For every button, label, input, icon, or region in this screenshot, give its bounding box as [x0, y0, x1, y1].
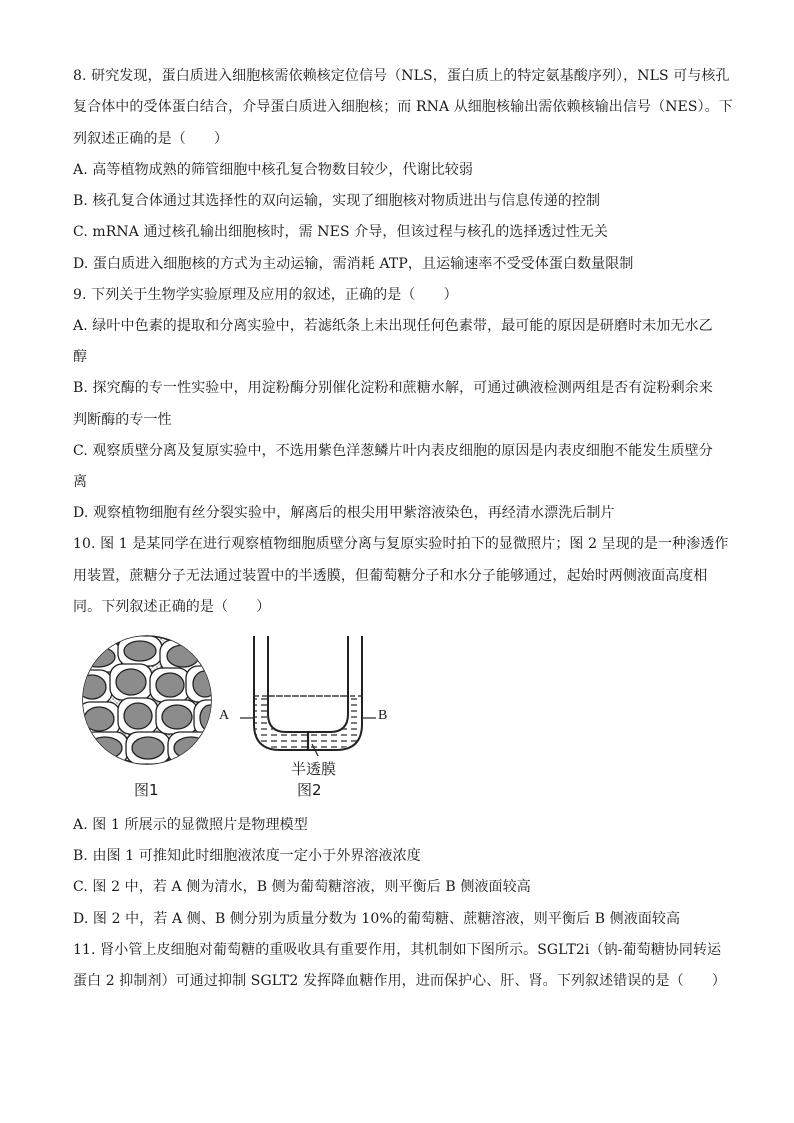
- q10-option-b: B. 由图 1 可推知此时细胞液浓度一定小于外界溶液浓度: [73, 848, 421, 864]
- q9-option-d: D. 观察植物细胞有丝分裂实验中，解离后的根尖用甲紫溶液染色，再经清水漂洗后制片: [73, 505, 615, 521]
- q8-option-a: A. 高等植物成熟的筛管细胞中核孔复合物数目较少，代谢比较弱: [73, 162, 474, 178]
- q8-stem-line-2: 复合体中的受体蛋白结合，介导蛋白质进入细胞核；而 RNA 从细胞核输出需依赖核输出信号（NES）。下: [73, 99, 733, 115]
- figure-2-u-tube: [230, 636, 390, 756]
- q9-stem: 9. 下列关于生物学实验原理及应用的叙述，正确的是（ ）: [73, 287, 458, 303]
- figure-2-caption: 图2: [297, 781, 322, 799]
- figure-2-label-b: B: [378, 708, 388, 723]
- q8-stem-line-1: 8. 研究发现，蛋白质进入细胞核需依赖核定位信号（NLS，蛋白质上的特定氨基酸序列），NLS 可与核孔: [73, 68, 730, 84]
- q10-option-a: A. 图 1 所展示的显微照片是物理模型: [73, 817, 308, 833]
- q10-stem-line-2: 用装置，蔗糖分子无法通过装置中的半透膜，但葡萄糖分子和水分子能够通过，起始时两侧液面高度相: [73, 568, 708, 584]
- q9-option-c-line-1: C. 观察质壁分离及复原实验中，不选用紫色洋葱鳞片叶内表皮细胞的原因是内表皮细胞不能发生质壁分: [73, 443, 713, 459]
- q8-option-c: C. mRNA 通过核孔输出细胞核时，需 NES 介导，但该过程与核孔的选择透过性无关: [73, 224, 608, 240]
- q10-option-d: D. 图 2 中，若 A 侧、B 侧分别为质量分数为 10%的葡萄糖、蔗糖溶液，则平衡后 B 侧液面较高: [73, 911, 681, 927]
- q8-stem-line-3: 列叙述正确的是（ ）: [73, 131, 229, 147]
- q11-stem-line-1: 11. 肾小管上皮细胞对葡萄糖的重吸收具有重要作用，其机制如下图所示。SGLT2i（钠-葡萄糖协同转运: [73, 942, 722, 958]
- q9-option-b-line-2: 判断酶的专一性: [73, 412, 172, 428]
- q9-option-c-line-2: 离: [73, 474, 88, 490]
- q8-option-b: B. 核孔复合体通过其选择性的双向运输，实现了细胞核对物质进出与信息传递的控制: [73, 193, 601, 209]
- q8-option-d: D. 蛋白质进入细胞核的方式为主动运输，需消耗 ATP，且运输速率不受受体蛋白数量限制: [73, 256, 634, 272]
- figure-2-label-a: A: [219, 708, 230, 723]
- q10-option-c: C. 图 2 中，若 A 侧为清水，B 侧为葡萄糖溶液，则平衡后 B 侧液面较高: [73, 879, 531, 895]
- figure-1-micrograph: [72, 634, 222, 766]
- figure-2-membrane-label: 半透膜: [291, 760, 337, 778]
- q9-option-a-line-2: 醇: [73, 349, 88, 365]
- figure-1-caption: 图1: [134, 781, 159, 799]
- q10-stem-line-3: 同。下列叙述正确的是（ ）: [73, 599, 271, 615]
- q10-stem-line-1: 10. 图 1 是某同学在进行观察植物细胞质壁分离与复原实验时拍下的显微照片；图 2 呈现的是一种渗透作: [73, 536, 729, 552]
- q11-stem-line-2: 蛋白 2 抑制剂）可通过抑制 SGLT2 发挥降血糖作用，进而保护心、肝、肾。下列叙述错误的是（ ）: [73, 973, 726, 989]
- q9-option-a-line-1: A. 绿叶中色素的提取和分离实验中，若滤纸条上未出现任何色素带，最可能的原因是研磨时未加无水乙: [73, 318, 713, 334]
- q9-option-b-line-1: B. 探究酶的专一性实验中，用淀粉酶分别催化淀粉和蔗糖水解，可通过碘液检测两组是否有淀粉剩余来: [73, 380, 713, 396]
